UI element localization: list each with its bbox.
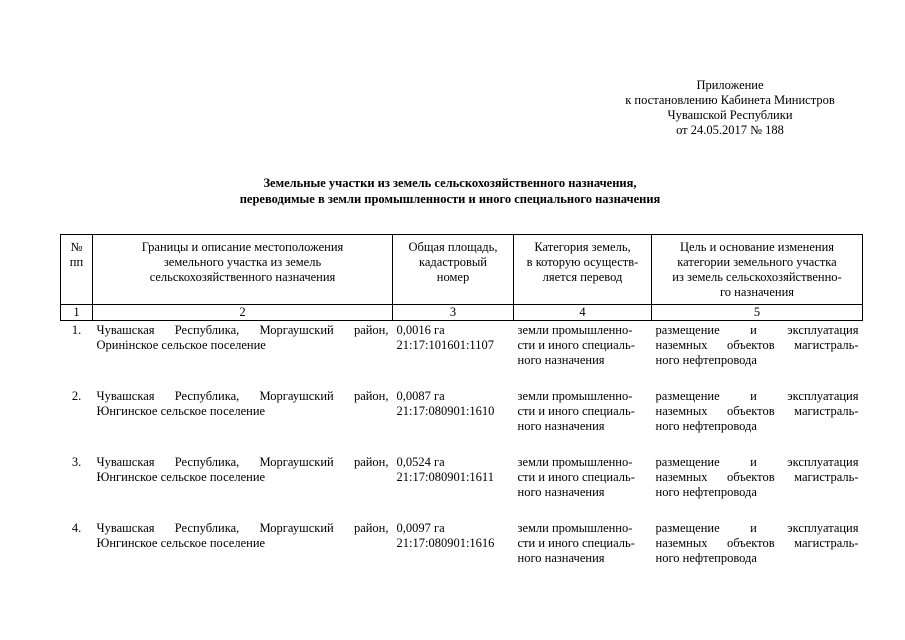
row-category: земли промышленно- сти и иного специаль- ного назначения	[517, 323, 635, 367]
title-line: Земельные участки из земель сельскохозяйственного назначения,	[263, 176, 637, 190]
row-number: 1.	[71, 323, 82, 337]
table-row	[61, 453, 863, 519]
row-location: Чувашская Республика, Моргаушский район, Юнгинское сельское поселение	[96, 389, 389, 418]
header-cell-area: Общая площадь, кадастровый номер	[393, 235, 514, 305]
row-category: земли промышленно- сти и иного специаль- ного назначения	[517, 455, 635, 499]
appendix-line: к постановлению Кабинета Министров	[625, 93, 835, 107]
column-number: 4	[514, 305, 652, 321]
row-number: 3.	[71, 455, 82, 469]
row-category: земли промышленно- сти и иного специаль- ного назначения	[517, 521, 635, 565]
document-title	[180, 175, 720, 207]
row-purpose: размещение и эксплуатация наземных объектов магистраль- ного нефтепровода	[655, 389, 859, 433]
header-cell-num: № пп	[61, 235, 93, 305]
column-number-row	[61, 305, 863, 321]
appendix-line: от 24.05.2017 № 188	[676, 123, 784, 137]
row-area: 0,0524 га 21:17:080901:1611	[396, 455, 494, 484]
column-number: 1	[61, 305, 93, 321]
row-number: 4.	[71, 521, 82, 535]
table-row	[61, 321, 863, 388]
table-row	[61, 387, 863, 453]
row-area: 0,0016 га 21:17:101601:1107	[396, 323, 494, 352]
header-cell-category: Категория земель, в которую осуществ- ляется перевод	[514, 235, 652, 305]
header-cell-purpose: Цель и основание изменения категории земельного участка из земель сельскохозяйственно- го назначения	[652, 235, 863, 305]
column-number: 3	[393, 305, 514, 321]
table-row	[61, 519, 863, 585]
column-number: 5	[652, 305, 863, 321]
row-location: Чувашская Республика, Моргаушский район, Юнгинское сельское поселение	[96, 521, 389, 550]
column-number: 2	[93, 305, 393, 321]
row-purpose: размещение и эксплуатация наземных объектов магистраль- ного нефтепровода	[655, 455, 859, 499]
row-area: 0,0097 га 21:17:080901:1616	[396, 521, 495, 550]
row-location: Чувашская Республика, Моргаушский район, Юнгинское сельское поселение	[96, 455, 389, 484]
row-area: 0,0087 га 21:17:080901:1610	[396, 389, 495, 418]
appendix-line: Чувашской Республики	[667, 108, 793, 122]
title-line: переводимые в земли промышленности и иного специального назначения	[239, 192, 661, 206]
table-header-row	[61, 235, 863, 305]
row-number: 2.	[71, 389, 82, 403]
row-purpose: размещение и эксплуатация наземных объектов магистраль- ного нефтепровода	[655, 323, 859, 367]
row-purpose: размещение и эксплуатация наземных объектов магистраль- ного нефтепровода	[655, 521, 859, 565]
row-location: Чувашская Республика, Моргаушский район, Оринінское сельское поселение	[96, 323, 389, 352]
appendix-block	[590, 78, 870, 138]
header-cell-location: Границы и описание местоположения земельного участка из земель сельскохозяйственного назначения	[93, 235, 393, 305]
land-plots-table	[60, 234, 863, 585]
appendix-line: Приложение	[696, 78, 764, 92]
row-category: земли промышленно- сти и иного специаль- ного назначения	[517, 389, 635, 433]
